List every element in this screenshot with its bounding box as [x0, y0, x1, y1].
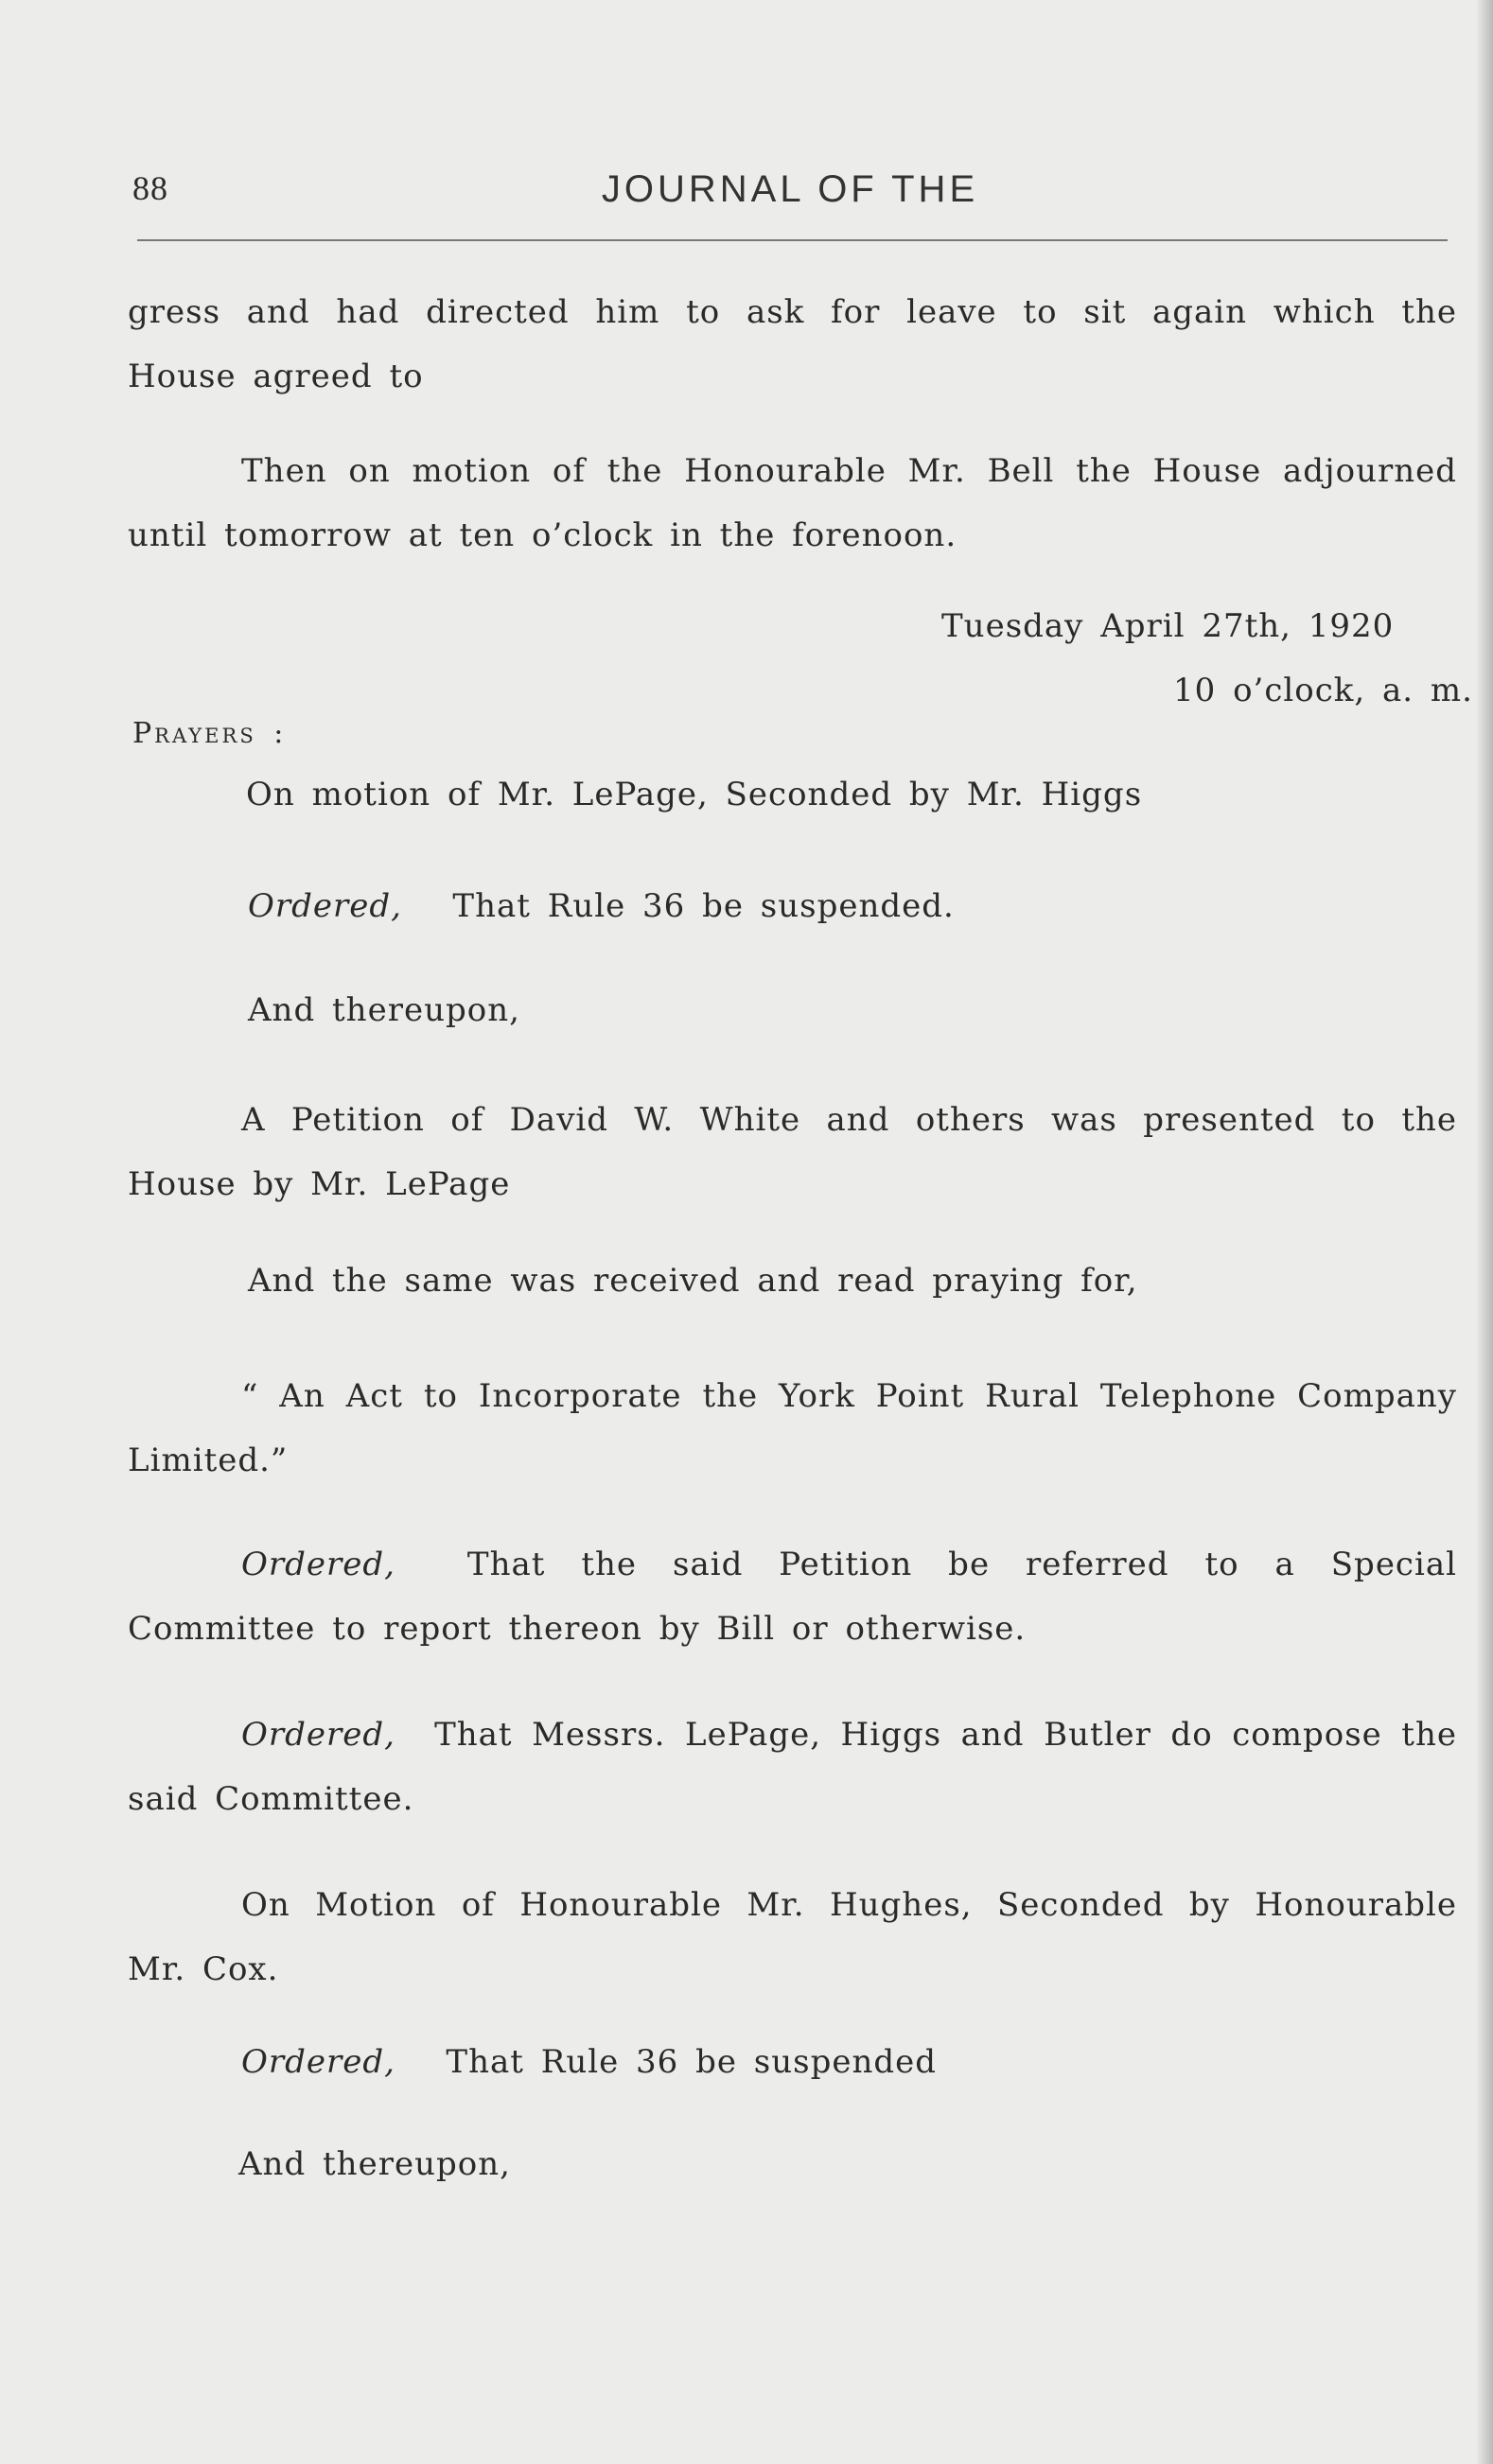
ordered-label: Ordered, — [241, 2043, 395, 2081]
thereupon-text: And thereupon, — [248, 991, 520, 1029]
ordered-label: Ordered, — [248, 887, 402, 925]
paragraph-text: That Messrs. LePage, Higgs and Butler do compose the said Committee. — [128, 1716, 1457, 1818]
paragraph-motion-hughes — [128, 1873, 1457, 2001]
sitting-date: Tuesday April 27th, 1920 — [941, 607, 1395, 645]
paragraph-text: That the said Petition be referred to a Special Committee to report thereon by Bill or otherwise. — [128, 1546, 1457, 1648]
prayers-heading: Prayers : — [132, 717, 287, 750]
paragraph-text: “ An Act to Incorporate the York Point Rural Telephone Company Limited.” — [128, 1377, 1457, 1479]
paragraph-text: On Motion of Honourable Mr. Hughes, Seconded by Honourable Mr. Cox. — [128, 1886, 1457, 1988]
ordered-rule-36-second — [241, 2043, 937, 2081]
ordered-label: Ordered, — [241, 1546, 395, 1583]
ordered-text: That Rule 36 be suspended. — [452, 887, 955, 925]
paragraph-text: gress and had directed him to ask for leave to sit again which the House agreed to — [128, 293, 1457, 395]
page-number: 88 — [132, 169, 168, 207]
header-rule — [137, 239, 1448, 241]
paragraph-text: A Petition of David W. White and others was presented to the House by Mr. LePage — [128, 1101, 1457, 1203]
page-edge-shadow — [1476, 0, 1493, 2464]
paragraph-petition — [128, 1088, 1457, 1216]
running-head: JOURNAL OF THE — [601, 168, 979, 210]
received-text: And the same was received and read praying for, — [248, 1262, 1138, 1300]
paragraph-continued — [128, 280, 1457, 409]
ordered-label: Ordered, — [241, 1716, 395, 1754]
paragraph-ordered-referral — [128, 1532, 1457, 1661]
paragraph-act-title — [128, 1364, 1457, 1493]
paragraph-ordered-committee — [128, 1703, 1457, 1831]
motion-lepage: On motion of Mr. LePage, Seconded by Mr. Higgs — [246, 776, 1143, 813]
ordered-text: That Rule 36 be suspended — [446, 2043, 938, 2081]
paragraph-text: Then on motion of the Honourable Mr. Bell the House adjourned until tomorrow at ten o’clock in the forenoon. — [128, 452, 1457, 554]
sitting-time: 10 o’clock, a. m. — [1173, 672, 1473, 709]
thereupon-text-second: And thereupon, — [238, 2145, 511, 2183]
ordered-rule-36 — [248, 887, 955, 925]
page-header — [132, 168, 1448, 216]
paragraph-adjournment — [128, 439, 1457, 568]
